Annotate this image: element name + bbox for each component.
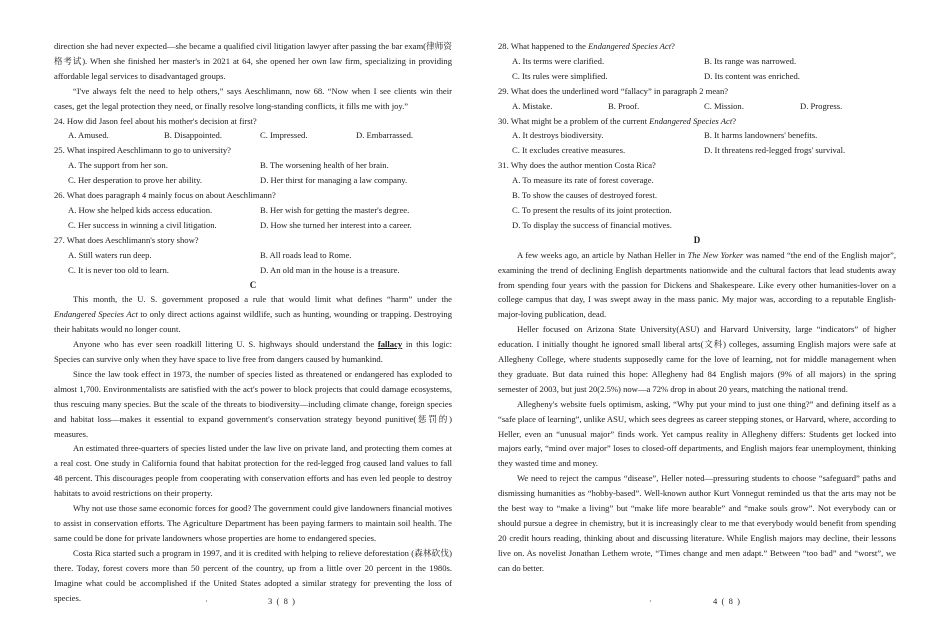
- question-stem: 26. What does paragraph 4 mainly focus on about Aeschlimann?: [54, 190, 276, 201]
- text-run: ?: [671, 41, 675, 51]
- question-stem: 29. What does the underlined word “fallacy” in paragraph 2 mean?: [498, 85, 729, 96]
- option-a: A. Still waters run deep.: [68, 249, 152, 260]
- question-24: [54, 114, 452, 144]
- option-c: C. Impressed.: [260, 130, 308, 141]
- section-heading-c: C: [249, 279, 257, 290]
- section-heading-d: D: [693, 234, 701, 245]
- option-d: D. Progress.: [800, 100, 843, 111]
- question-26: [54, 188, 452, 233]
- options-row: [54, 158, 452, 173]
- passage-b-quote-paragraph: “I've always felt the need to help others,” says Aeschlimann, now 68. “Now when I see clients win their cases, get the legal protection they need, or finally resolve long-standing conflicts, it fills me with joy.”: [54, 85, 452, 111]
- option-c: C. Its rules were simplified.: [512, 70, 608, 81]
- exam-page-4: [475, 0, 950, 631]
- page-3-column: [54, 39, 452, 605]
- option-c: C. It excludes creative measures.: [512, 145, 626, 156]
- options-row: [54, 203, 452, 218]
- option-d: D. Her thirst for managing a law company.: [260, 175, 408, 186]
- question-29: [498, 84, 896, 114]
- passage-d-paragraph-1: [498, 248, 896, 323]
- option-c: C. Her desperation to prove her ability.: [68, 175, 203, 186]
- option-d: D. It threatens red-legged frogs' survival.: [704, 145, 846, 156]
- text-run: This month, the U. S. government proposed a rule that would limit what defines “harm” under the: [73, 294, 452, 305]
- option-c: C. Mission.: [704, 100, 744, 111]
- options-row: [498, 143, 896, 158]
- option-a: A. Amused.: [68, 130, 109, 141]
- option-a: A. Its terms were clarified.: [512, 55, 605, 66]
- question-31: [498, 158, 896, 233]
- question-stem: [498, 39, 896, 54]
- option-a: A. The support from her son.: [68, 160, 168, 171]
- text-run: 28. What happened to the: [498, 41, 589, 51]
- text-run: ?: [732, 115, 737, 126]
- question-stem: 31. Why does the author mention Costa Rica?: [498, 160, 656, 171]
- options-row: [498, 69, 896, 84]
- question-28: [498, 39, 896, 84]
- passage-d-paragraph-2: Heller focused on Arizona State University(ASU) and Harvard University, large “indicators” of higher education. I initially thought he ignored small liberal arts(文科) colleges, assuming English majors were safe at Allegheny College, where students supposedly came for the love of learning, not for middle management when they graduate. But data ruined this hope: Allegheny had 84 English majors (9% of all majors) in the spring semester of 2003, but just 20(2.5%) now—a 72% drop in about 20 years, matching the national trend.: [498, 324, 896, 394]
- question-stem: 25. What inspired Aeschlimann to go to university?: [54, 145, 231, 156]
- text-run: was named “the end of the English major”, examining the trend of declining English departments nationwide and the cultural factors that lead students away from spending four years with the passion for Dickens and Shakespeare. Like every other humanities-lover on a college campus that day, I was swept away in the mass panic. My major was, according to a reputable English-major-loving publication, dead.: [498, 249, 896, 320]
- options-row: [54, 263, 452, 278]
- options-row: [54, 218, 452, 233]
- option-d: D. How she turned her interest into a career.: [260, 219, 412, 230]
- option-c: C. To present the results of its joint protection.: [512, 204, 672, 215]
- passage-c-paragraph-3: Since the law took effect in 1973, the number of species listed as threatened or endangered has exploded to almost 1,700. Environmentalists are satisfied with the act's power to block projects that could damage ecosystems, thus rescuing many species. But the scale of the threats to biodiversity—including climate change, foreign species and habitat loss—makes it essential to expand government's conservation strategy beyond punitive(惩罚的) measures.: [54, 368, 452, 439]
- page-number: 3 ( 8 ): [268, 596, 295, 606]
- option-d: D. Its content was enriched.: [704, 70, 800, 81]
- option-b: B. Its range was narrowed.: [704, 55, 797, 66]
- option-a: A. Mistake.: [512, 100, 553, 111]
- page-number: 4 ( 8 ): [713, 596, 740, 606]
- passage-c-paragraph-2: [54, 337, 452, 367]
- text-run: Anyone who has ever seen roadkill littering U. S. highways should understand the: [73, 339, 378, 350]
- question-25: [54, 143, 452, 188]
- question-stem: 27. What does Aeschlimann's story show?: [54, 234, 199, 245]
- underlined-word-fallacy: fallacy: [377, 339, 403, 350]
- options-row: [498, 99, 896, 114]
- passage-c-paragraph-1: [54, 292, 452, 337]
- passage-c-paragraph-5: Why not use those same economic forces for good? The government could give landowners financial motives to assist in conservation efforts. The Agriculture Department has been paying farmers to maintain soil health. The same could be done for private landowners whose properties are home to endangered species.: [54, 503, 452, 543]
- option-d: D. An old man in the house is a treasure.: [260, 264, 400, 275]
- passage-d-paragraph-4: We need to reject the campus “disease”, Heller noted—pressuring students to choose “safeguard” paths and dismissing humanities as “hobby-based”. Well-known author Kurt Vonnegut reminded us that the arts may not be the best way to “make a living” but “make life more bearable” and “make souls grow”. Not everybody can or should pursue a degree in chemistry, but it is increasingly clear to me that everybody would benefit from spending 20 credit hours reading, thinking about and discussing literature. While English majors may decline, their lessons live on. As novelist Jonathan Lethem wrote, “Times change and men adapt.” Between “too bad” and “worst”, we can do better.: [498, 473, 896, 573]
- text-run: to only direct actions against wildlife, such as hunting, wounding or trapping. Destroying their habitats would no longer count.: [54, 309, 452, 335]
- page-4-column: [498, 39, 896, 576]
- option-a: A. How she helped kids access education.: [68, 204, 213, 215]
- option-b: B. To show the causes of destroyed forest.: [512, 190, 658, 201]
- option-c: C. It is never too old to learn.: [68, 264, 169, 275]
- text-run: A few weeks ago, an article by Nathan Heller in: [517, 249, 688, 260]
- question-stem: 24. How did Jason feel about his mother's decision at first?: [54, 115, 257, 126]
- passage-c-paragraph-4: An estimated three-quarters of species listed under the law live on private land, and protecting them comes at a real cost. One study in California found that habitat protection for the red-legged frog caused land values to fall 48 percent. This discourages people from cooperating with conservation efforts and has even led people to destroy habitats to avoid restrictions on their property.: [54, 443, 452, 499]
- option-b: B. The worsening health of her brain.: [260, 160, 389, 171]
- footer-dot: ·: [649, 596, 652, 606]
- option-b: B. Disappointed.: [164, 130, 223, 141]
- options-row: [498, 128, 896, 143]
- option-d: D. Embarrassed.: [356, 130, 414, 141]
- passage-c-paragraph-6: Costa Rica started such a program in 1997, and it is credited with helping to relieve deforestation (森林砍伐) there. Today, forest covers more than 50 percent of the country, up from a little over 20 percent in the 1980s. Imagine what could be accomplished if the United States adopted a similar strategy for preventing the loss of species.: [54, 547, 452, 603]
- option-b: B. Her wish for getting the master's degree.: [260, 204, 410, 215]
- question-stem: [498, 114, 896, 129]
- options-row: [54, 248, 452, 263]
- option-a: A. To measure its rate of forest coverage.: [512, 175, 654, 186]
- passage-b-paragraph: direction she had never expected—she became a qualified civil litigation lawyer after passing the bar exam(律师资格考试). When she finished her master's in 2021 at 64, she opened her own law firm, specializing in providing affordable legal services to disadvantaged groups.: [54, 41, 452, 81]
- option-b: B. It harms landowners' benefits.: [704, 130, 818, 141]
- act-title: Endangered Species Act: [54, 309, 138, 320]
- option-b: B. All roads lead to Rome.: [260, 249, 352, 260]
- act-title: Endangered Species Act: [649, 115, 733, 126]
- option-d: D. To display the success of financial motives.: [512, 219, 672, 230]
- text-run: in this logic: Species can survive only when they have space to live free from dangers caused by humankind.: [54, 339, 452, 365]
- options-row: [498, 54, 896, 69]
- options-row: [54, 128, 452, 143]
- magazine-title: The New Yorker: [687, 249, 744, 260]
- passage-d-paragraph-3: Allegheny's website fuels optimism, asking, “Why put your mind to just one thing?” and defining itself as a “safe place of learning”, unlike ASU, which sees degrees as career stepping stones, or Harvard, where, according to Heller, even an “unusual major” finds work. Yet campus reality in Allegheny differs: Students get locked into majors early, “mind over major” loses to closed-off departments, and English majors fear unemployment, thinking they wasted time and money.: [498, 398, 896, 469]
- text-run: 30. What might be a problem of the current: [498, 115, 650, 126]
- options-row: [54, 173, 452, 188]
- footer-dot: ·: [205, 596, 208, 606]
- option-c: C. Her success in winning a civil litigation.: [68, 219, 217, 230]
- option-a: A. It destroys biodiversity.: [512, 130, 604, 141]
- question-30: [498, 114, 896, 159]
- act-title: Endangered Species Act: [588, 41, 672, 51]
- question-27: [54, 233, 452, 278]
- option-b: B. Proof.: [608, 100, 640, 111]
